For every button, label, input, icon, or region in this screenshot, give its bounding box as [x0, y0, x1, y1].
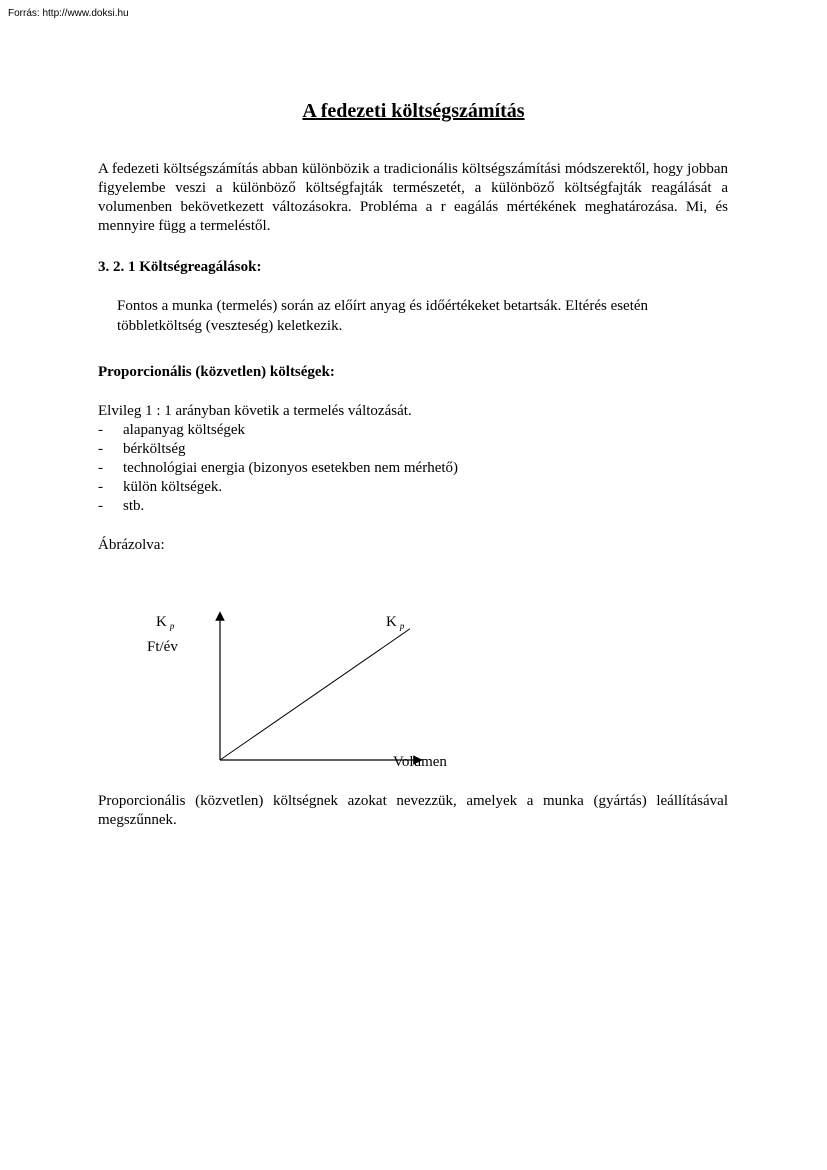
- list-item: - alapanyag költségek: [98, 422, 246, 438]
- list-marker: -: [98, 479, 103, 495]
- list-marker: -: [98, 460, 103, 476]
- list-item: - stb.: [98, 498, 145, 514]
- series-layer: [220, 629, 410, 760]
- list-item: - bérköltség: [98, 441, 186, 457]
- line-label: K $_p$: [386, 614, 405, 631]
- closing-paragraph: Proporcionális (közvetlen) költségnek azokat nevezzük, amelyek a munka (gyártás) leállításával megszűnnek.: [98, 793, 728, 828]
- x-axis-label: Volumen: [393, 754, 447, 770]
- source-url: Forrás: http://www.doksi.hu: [8, 8, 129, 19]
- proportional-heading: Proporcionális (közvetlen) költségek:: [98, 364, 335, 380]
- list-marker: -: [98, 441, 103, 457]
- intro-paragraph: A fedezeti költségszámítás abban különbözik a tradicionális költségszámítási módszerektől, hogy jobban figyelembe veszi a különböző költségfajták természetét, a különböző költségfajták reagálását a volumenben bekövetkezett változásokra. Probléma a r eagálás mértékének meghatározása. Mi, és mennyire függ a termeléstől.: [98, 161, 728, 234]
- list-marker: -: [98, 498, 103, 514]
- list-item: - külön költségek.: [98, 479, 223, 495]
- list-item: - technológiai energia (bizonyos esetekben nem mérhető): [98, 460, 459, 476]
- page-title: A fedezeti költségszámítás: [302, 100, 525, 122]
- series-line-kp: [220, 629, 410, 760]
- figure-caption: Ábrázolva:: [98, 537, 165, 553]
- y-axis-unit: Ft/év: [147, 639, 178, 655]
- proportional-intro: Elvileg 1 : 1 arányban követik a termelés változását.: [98, 403, 412, 419]
- section-heading: 3. 2. 1 Költségreagálások:: [98, 259, 262, 275]
- section-paragraph: Fontos a munka (termelés) során az előírt anyag és időértékeket betartsák. Eltérés esetén többletköltség (veszteség) keletkezik.: [117, 298, 649, 334]
- y-axis-label: K $_p$: [156, 614, 175, 631]
- list-marker: -: [98, 422, 103, 438]
